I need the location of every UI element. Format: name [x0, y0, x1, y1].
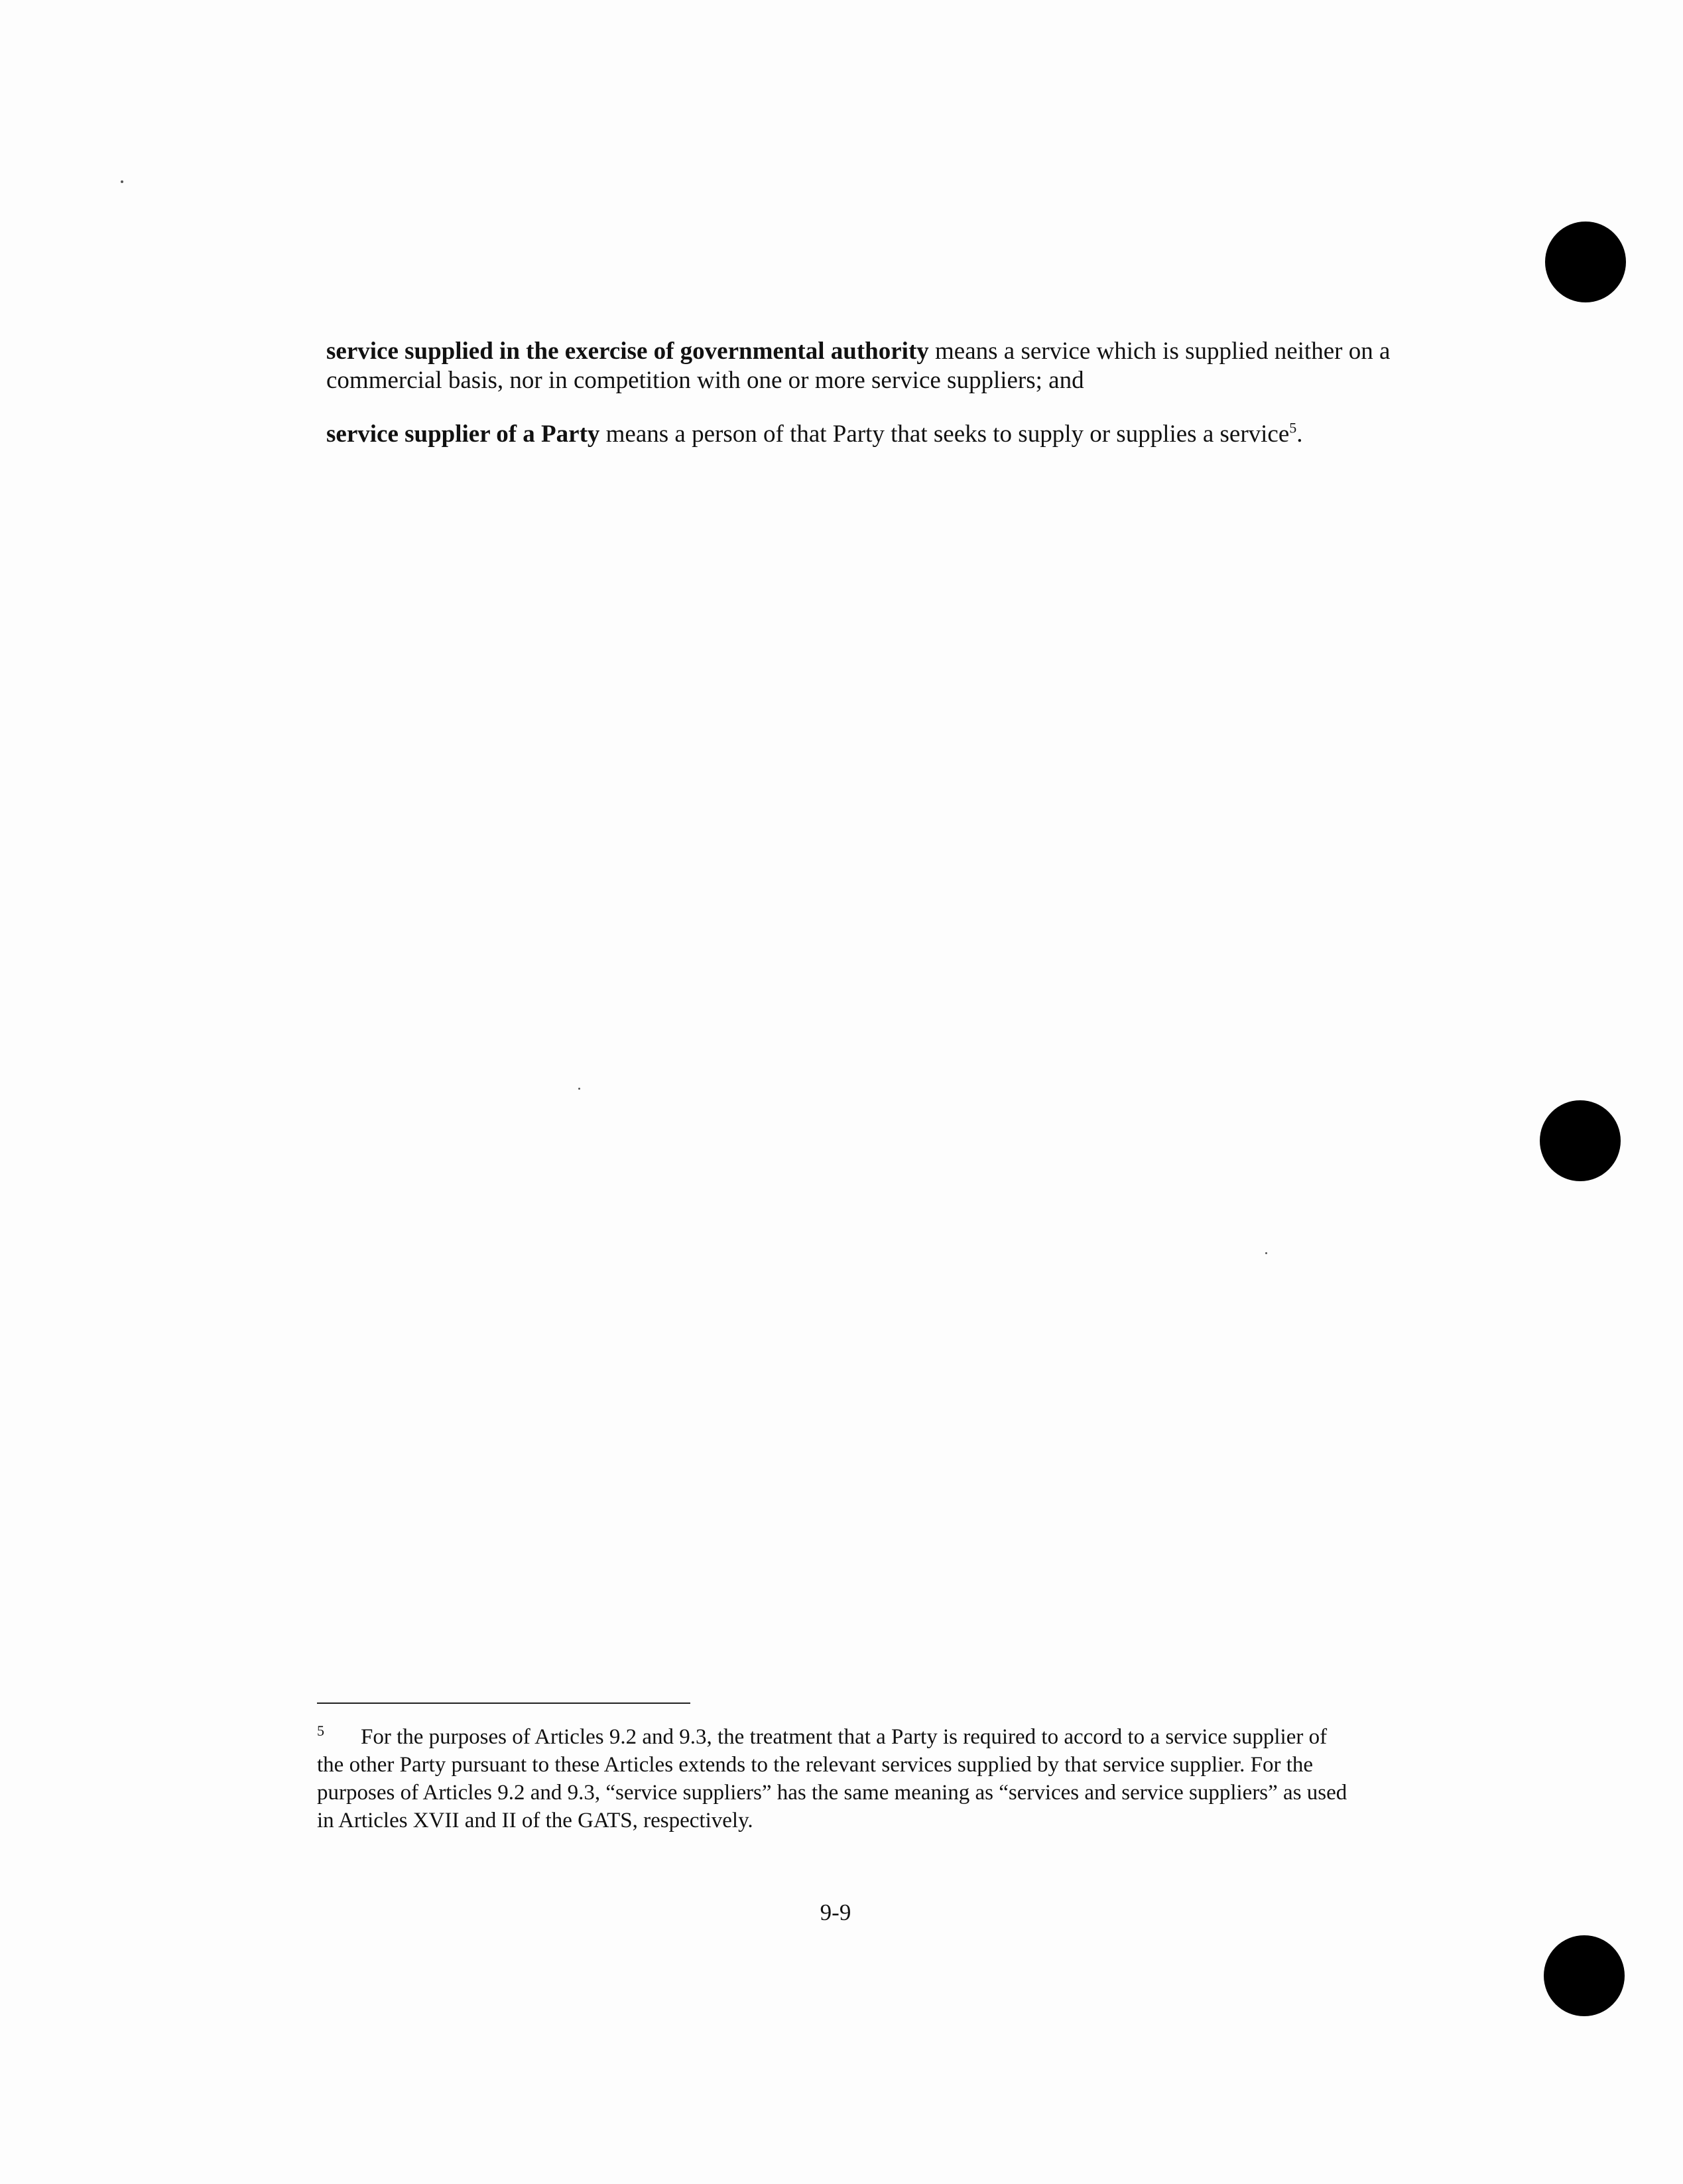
- scan-speck: [578, 1088, 580, 1090]
- scan-speck: [121, 180, 123, 183]
- punch-hole-bottom: [1544, 1935, 1625, 2016]
- footnote-text: For the purposes of Articles 9.2 and 9.3, the treatment that a Party is required to accord to a service supplier of the other Party pursuant to these Articles extends to the relevant services supplied by that service supplier. For the purposes of Articles 9.2 and 9.3, “service suppliers” has the same meaning as “services and service suppliers” as used in Articles XVII and II of the GATS, respectively.: [317, 1725, 1347, 1832]
- definition-end: .: [1296, 420, 1303, 448]
- scan-speck: [1265, 1252, 1267, 1254]
- defined-term: service supplier of a Party: [326, 420, 600, 448]
- page-number: 9-9: [820, 1899, 851, 1925]
- footnote-reference[interactable]: 5: [1289, 419, 1297, 436]
- footnote-separator: [317, 1702, 690, 1704]
- definition-governmental-authority: [326, 337, 1401, 395]
- definition-service-supplier: [326, 420, 1401, 449]
- punch-hole-top: [1545, 222, 1626, 302]
- defined-term: service supplied in the exercise of governmental authority: [326, 338, 929, 365]
- definition-text: means a person of that Party that seeks to supply or supplies a service: [599, 420, 1290, 448]
- footnote: 5 For the purposes of Articles 9.2 and 9.3, the treatment that a Party is required to accord to a service supplier of the other Party pursuant to these Articles extends to the relevant services supplied by that service supplier. For the purposes of Articles 9.2 and 9.3, “service suppliers” has the same meaning as “services and service suppliers” as used in Articles XVII and II of the GATS, respectively.: [317, 1722, 1347, 1832]
- punch-hole-middle: [1540, 1100, 1621, 1181]
- definition-text: means a service which is supplied neither on a commercial basis, nor in competition with one or more service suppliers; and: [326, 338, 1391, 394]
